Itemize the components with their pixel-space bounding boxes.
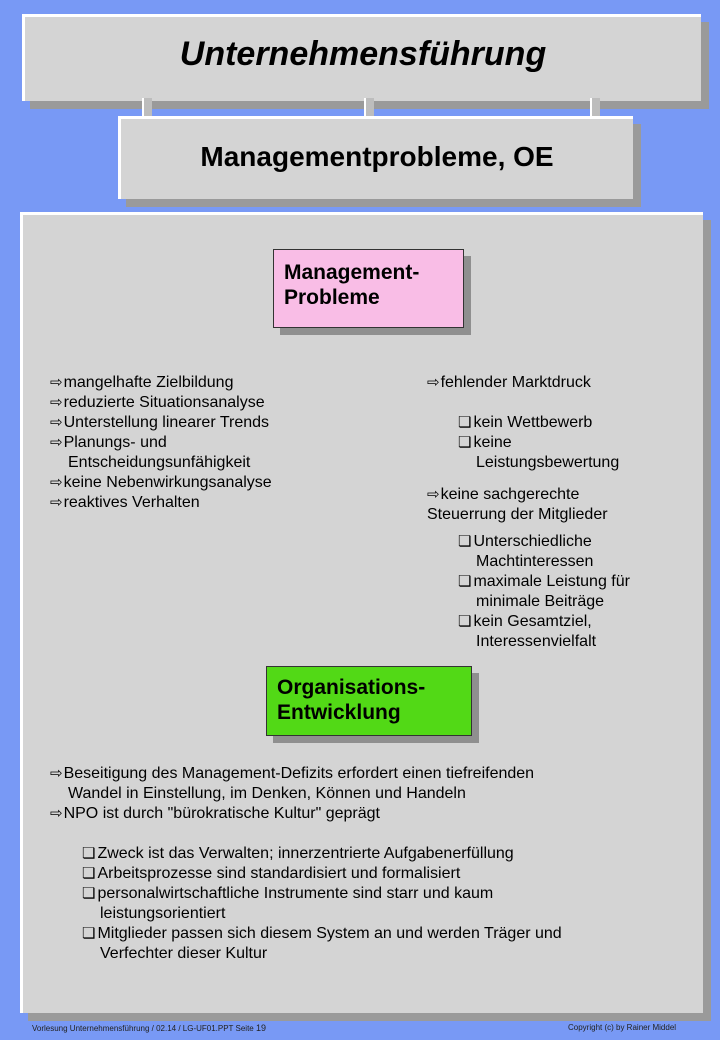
page-subtitle: Managementprobleme, OE: [200, 141, 554, 172]
problems-list-left: [50, 373, 272, 513]
list-item: ⇨ keine Nebenwirkungsanalyse: [50, 473, 272, 493]
sub-list-item-continuation: leistungsorientiert: [100, 905, 226, 922]
list-item: ⇨ mangelhafte Zielbildung: [50, 373, 272, 393]
sub-list-item-continuation: Machtinteressen: [476, 553, 594, 570]
sub-list-item: ❏ personalwirtschaftliche Instrumente sind starr und kaum: [82, 884, 562, 904]
list-item-continuation: Wandel in Einstellung, im Denken, Können und Handeln: [68, 785, 466, 802]
list-item: ⇨ Planungs- und: [50, 433, 272, 453]
list-item: ⇨ reaktives Verhalten: [50, 493, 272, 513]
list-item-continuation: Steuerrung der Mitglieder: [427, 506, 608, 523]
footer-text: Vorlesung Unternehmensführung / 02.14 / LG-UF01.PPT Seite: [32, 1024, 254, 1033]
heading-line: Management-: [284, 261, 420, 284]
sub-list: [458, 532, 630, 652]
sub-list-item: ❏ Mitglieder passen sich diesem System an und werden Träger und: [82, 924, 562, 944]
sub-list-item-continuation: Verfechter dieser Kultur: [100, 945, 268, 962]
page-title: Unternehmensführung: [179, 35, 547, 73]
sub-list-item-continuation: Interessenvielfalt: [476, 633, 597, 650]
heading-line: Organisations-: [277, 676, 426, 699]
subtitle-box: [118, 116, 633, 199]
list-item: ⇨ NPO ist durch "bürokratische Kultur" geprägt: [50, 804, 534, 824]
heading-line: Entwicklung: [277, 701, 401, 724]
list-item-continuation: Entscheidungsunfähigkeit: [68, 454, 251, 471]
management-problems-heading: [273, 249, 464, 328]
sub-list-item-continuation: Leistungsbewertung: [476, 454, 620, 471]
list-item: ⇨ Beseitigung des Management-Defizits erfordert einen tiefreifenden: [50, 764, 534, 784]
footer-left: [32, 1023, 266, 1033]
list-item-block: [427, 485, 608, 525]
sub-list-item: ❏ kein Wettbewerb: [458, 413, 619, 433]
heading-line: Probleme: [284, 286, 380, 309]
sub-list-item: ❏ Arbeitsprozesse sind standardisiert und formalisiert: [82, 864, 562, 884]
page-number: 19: [256, 1023, 267, 1033]
organisation-development-heading: [266, 666, 472, 736]
sub-list-item: ❏ maximale Leistung für: [458, 572, 630, 592]
list-item: ⇨ keine sachgerechte: [427, 485, 608, 505]
list-item: ⇨ Unterstellung linearer Trends: [50, 413, 272, 433]
oe-sub-list: [82, 844, 562, 964]
sub-list-item: ❏ keine: [458, 433, 619, 453]
list-item: ⇨ fehlender Marktdruck: [427, 373, 591, 393]
sub-list: [458, 413, 619, 473]
sub-list-item-continuation: minimale Beiträge: [476, 593, 605, 610]
list-item: ⇨ reduzierte Situationsanalyse: [50, 393, 272, 413]
sub-list-item: ❏ Zweck ist das Verwalten; innerzentrierte Aufgabenerfüllung: [82, 844, 562, 864]
sub-list-item: ❏ Unterschiedliche: [458, 532, 630, 552]
footer-copyright: Copyright (c) by Rainer Middel: [568, 1023, 677, 1032]
title-box: [22, 14, 701, 101]
sub-list-item: ❏ kein Gesamtziel,: [458, 612, 630, 632]
oe-points: [50, 764, 534, 824]
